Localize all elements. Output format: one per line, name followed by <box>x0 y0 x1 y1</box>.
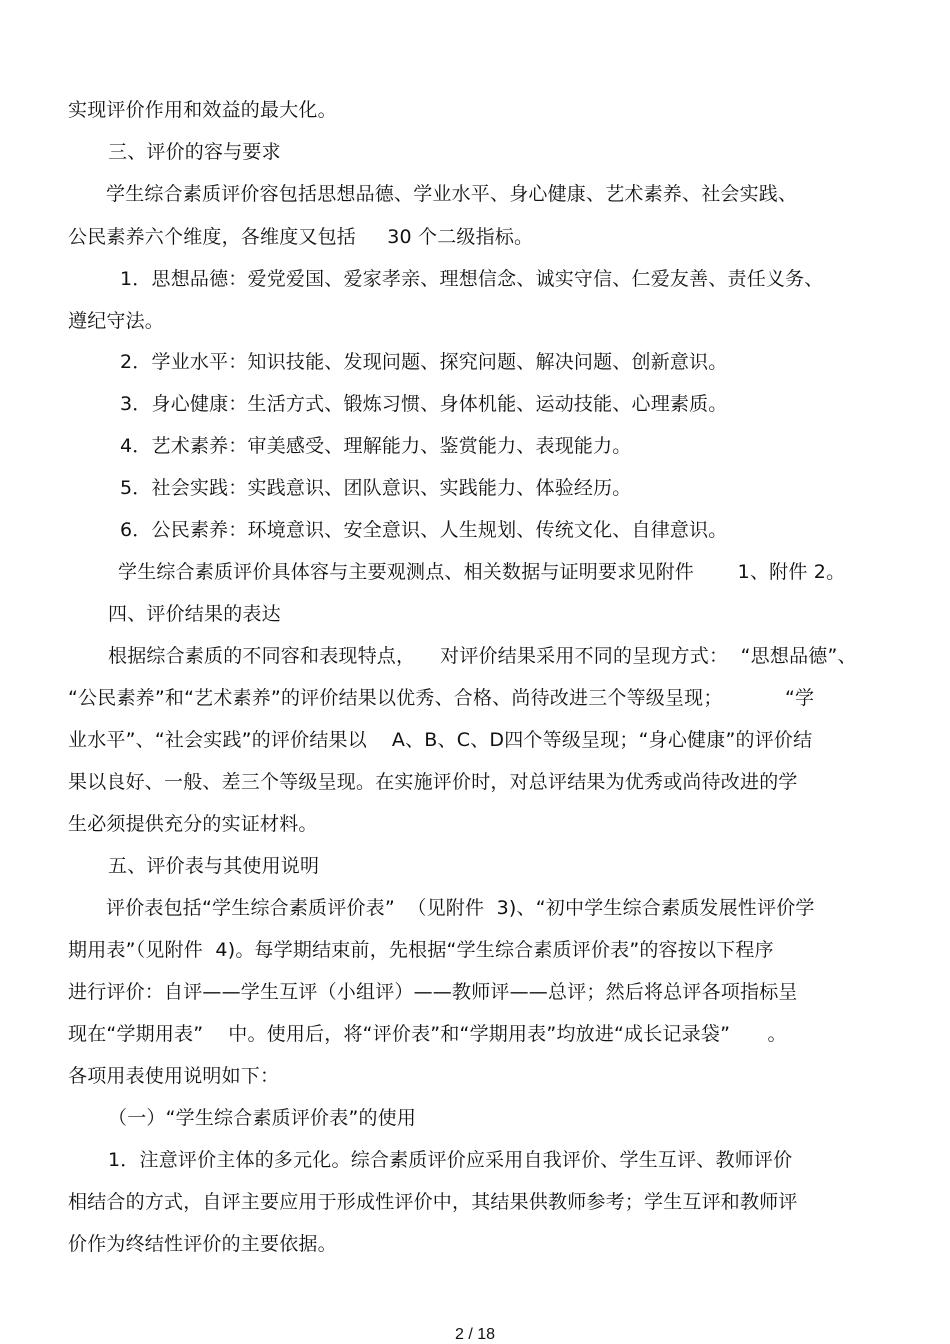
text-line: 期用表”（见附件 4)。每学期结束前，先根据“学生综合素质评价表”的容按以下程序 <box>68 939 774 961</box>
subsection-heading: （一）“学生综合素质评价表”的使用 <box>108 1107 417 1129</box>
text-line: 学生综合素质评价容包括思想品德、学业水平、身心健康、艺术素养、社会实践、 <box>106 183 798 205</box>
text-line: “公民素养”和“艺术素养”的评价结果以优秀、合格、尚待改进三个等级呈现； “学 <box>68 687 815 709</box>
list-item: 4．艺术素养：审美感受、理解能力、鉴赏能力、表现能力。 <box>120 435 632 457</box>
text-line: 公民素养六个维度，各维度又包括 30 个二级指标。 <box>68 226 534 248</box>
text-line: 学生综合素质评价具体容与主要观测点、相关数据与证明要求见附件 1、附件 2。 <box>118 561 846 583</box>
section-heading: 三、评价的容与要求 <box>108 141 281 163</box>
text-line: 现在“学期用表” 中。使用后，将“评价表”和“学期用表”均放进“成长记录袋” 。 <box>68 1023 787 1045</box>
section-heading: 四、评价结果的表达 <box>108 603 281 625</box>
text-line: 相结合的方式，自评主要应用于形成性评价中，其结果供教师参考；学生互评和教师评 <box>68 1191 798 1213</box>
section-heading: 五、评价表与其使用说明 <box>108 855 320 877</box>
text-line: 1．注意评价主体的多元化。综合素质评价应采用自我评价、学生互评、教师评价 <box>108 1149 793 1171</box>
text-line: 生必须提供充分的实证材料。 <box>68 813 318 835</box>
text-line: 业水平”、“社会实践”的评价结果以 A、B、C、D四个等级呈现；“身心健康”的评价结 <box>68 729 813 751</box>
text-line: 价作为终结性评价的主要依据。 <box>68 1233 337 1255</box>
list-item: 6．公民素养：环境意识、安全意识、人生规划、传统文化、自律意识。 <box>120 519 728 541</box>
list-item: 5．社会实践：实践意识、团队意识、实践能力、体验经历。 <box>120 477 632 499</box>
list-item: 2．学业水平：知识技能、发现问题、探究问题、解决问题、创新意识。 <box>120 351 728 373</box>
text-line: 进行评价：自评——学生互评（小组评）——教师评——总评；然后将总评各项指标呈 <box>68 981 798 1003</box>
text-line: 根据综合素质的不同容和表现特点， 对评价结果采用不同的呈现方式： “思想品德”、 <box>108 645 857 667</box>
text-line: 实现评价作用和效益的最大化。 <box>68 99 337 121</box>
list-item: 1．思想品德：爱党爱国、爱家孝亲、理想信念、诚实守信、仁爱友善、责任义务、 <box>120 268 824 290</box>
page-indicator: 2 / 18 <box>454 1326 496 1343</box>
text-line: 果以良好、一般、差三个等级呈现。在实施评价时，对总评结果为优秀或尚待改进的学 <box>68 771 798 793</box>
text-line: 遵纪守法。 <box>68 310 165 332</box>
text-line: 评价表包括“学生综合素质评价表” （见附件 3)、“初中学生综合素质发展性评价学 <box>106 897 815 919</box>
list-item: 3．身心健康：生活方式、锻炼习惯、身体机能、运动技能、心理素质。 <box>120 393 728 415</box>
text-line: 各项用表使用说明如下： <box>68 1065 280 1087</box>
